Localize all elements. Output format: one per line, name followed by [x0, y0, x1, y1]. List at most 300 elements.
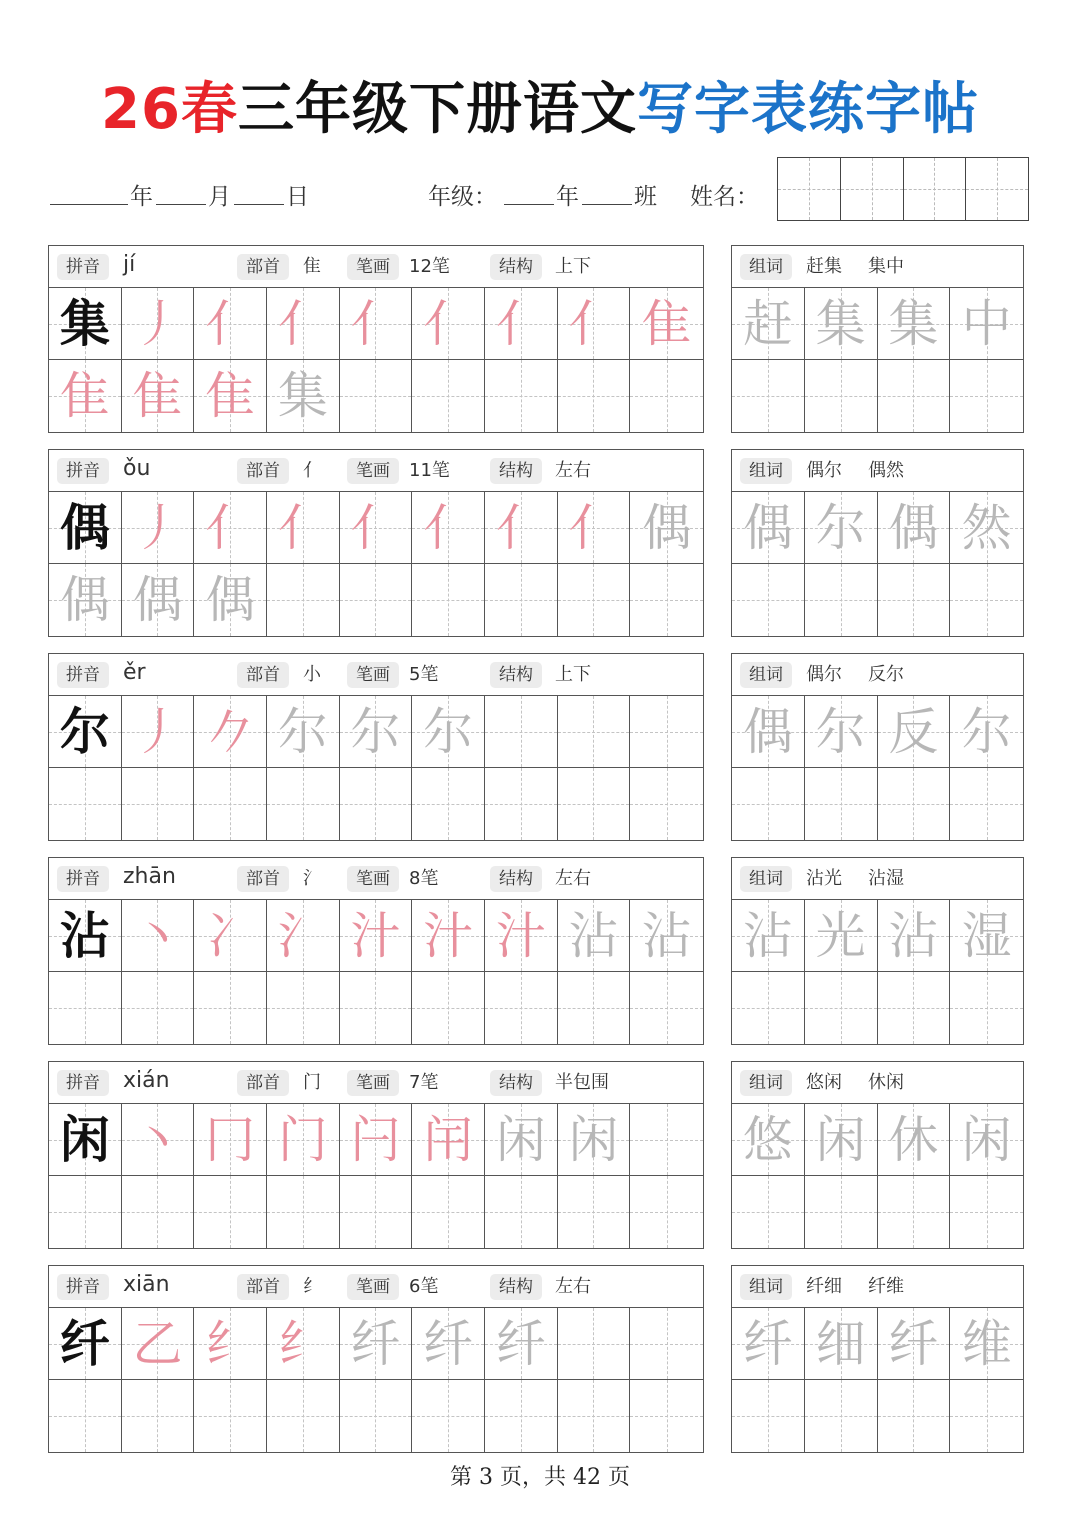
stroke-order-cell[interactable]: [485, 900, 558, 972]
word-trace-char: 反: [888, 702, 939, 761]
stroke-order-cell[interactable]: [630, 900, 703, 972]
word-trace-char: 中: [961, 294, 1012, 353]
blank-practice-cell[interactable]: [122, 1176, 195, 1248]
radical-tag: 部首: [237, 1070, 289, 1096]
word-trace-char: 休: [888, 1110, 939, 1169]
strokes-value: 6笔: [409, 1276, 439, 1297]
year-blank[interactable]: [50, 204, 128, 205]
structure-tag: 结构: [490, 866, 542, 892]
word-trace-char: 细: [815, 1314, 866, 1373]
class-label: 班: [634, 184, 657, 210]
stroke-order-cell[interactable]: [194, 492, 267, 564]
day-blank[interactable]: [234, 204, 284, 205]
stroke-order-cell[interactable]: [194, 900, 267, 972]
word-trace-cell[interactable]: [732, 696, 805, 768]
structure-tag: 结构: [490, 1274, 542, 1300]
writing-grid: [49, 1104, 703, 1248]
stroke-step: 汁: [350, 906, 401, 965]
word-trace-cell[interactable]: [950, 696, 1023, 768]
stroke-step: 沾: [568, 906, 619, 965]
stroke-step: 偶: [205, 571, 256, 629]
month-blank[interactable]: [156, 204, 206, 205]
stroke-order-cell[interactable]: [49, 564, 122, 636]
pinyin-value: jí: [123, 252, 136, 277]
stroke-order-cell[interactable]: [267, 696, 340, 768]
word-trace-char: 沾: [742, 906, 793, 965]
blank-practice-cell[interactable]: [732, 768, 805, 840]
blank-practice-cell[interactable]: [950, 768, 1023, 840]
char-practice-block: [48, 1061, 704, 1249]
blank-practice-cell[interactable]: [732, 972, 805, 1044]
word-1: 悠闲: [806, 1072, 842, 1093]
structure-value: 半包围: [555, 1072, 609, 1093]
stroke-step: 丿: [132, 498, 183, 557]
blank-practice-cell[interactable]: [878, 564, 951, 636]
radical-tag: 部首: [237, 866, 289, 892]
char-info-header: [49, 246, 703, 288]
word-trace-char: 沾: [888, 906, 939, 965]
grade-label: 年级：: [428, 184, 497, 210]
blank-practice-cell[interactable]: [630, 696, 703, 768]
blank-practice-cell[interactable]: [630, 1308, 703, 1380]
structure-value: 左右: [555, 868, 591, 889]
word-trace-cell[interactable]: [878, 696, 951, 768]
blank-practice-cell[interactable]: [732, 360, 805, 432]
word-grid: [732, 492, 1023, 636]
stroke-order-cell[interactable]: [412, 492, 485, 564]
structure-tag: 结构: [490, 1070, 542, 1096]
strokes-value: 8笔: [409, 868, 439, 889]
stroke-step: 亻: [495, 498, 546, 557]
stroke-step: 丶: [132, 906, 183, 965]
stroke-order-cell[interactable]: [412, 1104, 485, 1176]
stroke-step: 纤: [495, 1314, 546, 1373]
stroke-order-cell[interactable]: [485, 288, 558, 360]
blank-practice-cell[interactable]: [878, 1380, 951, 1452]
words-header: [732, 1062, 1023, 1104]
word-trace-cell[interactable]: [878, 492, 951, 564]
stroke-step: 亻: [423, 294, 474, 353]
stroke-order-cell[interactable]: [340, 1104, 413, 1176]
word-trace-char: 湿: [961, 906, 1012, 965]
words-tag: 组词: [740, 1070, 792, 1096]
word-trace-cell[interactable]: [732, 1308, 805, 1380]
stroke-order-cell[interactable]: [340, 696, 413, 768]
blank-practice-cell[interactable]: [485, 1176, 558, 1248]
word-trace-cell[interactable]: [805, 1104, 878, 1176]
word-practice-block: [731, 449, 1024, 637]
blank-practice-cell[interactable]: [558, 1308, 631, 1380]
blank-practice-cell[interactable]: [412, 768, 485, 840]
word-trace-cell[interactable]: [805, 900, 878, 972]
structure-value: 左右: [555, 1276, 591, 1297]
word-practice-block: [731, 1265, 1024, 1453]
stroke-order-cell[interactable]: [49, 360, 122, 432]
stroke-order-cell[interactable]: [122, 1104, 195, 1176]
blank-practice-cell[interactable]: [878, 360, 951, 432]
stroke-order-cell[interactable]: [122, 696, 195, 768]
stroke-order-cell[interactable]: [122, 1308, 195, 1380]
word-grid: [732, 696, 1023, 840]
stroke-order-cell[interactable]: [412, 696, 485, 768]
writing-grid: [49, 492, 703, 636]
name-box[interactable]: [904, 158, 967, 220]
stroke-order-cell[interactable]: [194, 696, 267, 768]
words-tag: 组词: [740, 866, 792, 892]
char-info-header: [49, 450, 703, 492]
word-trace-cell[interactable]: [950, 492, 1023, 564]
stroke-step: 闲: [495, 1110, 546, 1169]
blank-practice-cell[interactable]: [267, 972, 340, 1044]
word-1: 赶集: [806, 256, 842, 277]
word-trace-cell[interactable]: [950, 900, 1023, 972]
stroke-order-cell[interactable]: [122, 564, 195, 636]
blank-practice-cell[interactable]: [630, 360, 703, 432]
word-practice-block: [731, 857, 1024, 1045]
word-1: 纤细: [806, 1276, 842, 1297]
word-trace-char: 尔: [815, 702, 866, 761]
stroke-order-cell[interactable]: [267, 900, 340, 972]
stroke-order-cell[interactable]: [630, 492, 703, 564]
words-header: [732, 654, 1023, 696]
blank-practice-cell[interactable]: [558, 564, 631, 636]
blank-practice-cell[interactable]: [412, 360, 485, 432]
blank-practice-cell[interactable]: [340, 360, 413, 432]
blank-practice-cell[interactable]: [630, 768, 703, 840]
blank-practice-cell[interactable]: [485, 972, 558, 1044]
word-trace-cell[interactable]: [732, 900, 805, 972]
blank-practice-cell[interactable]: [558, 768, 631, 840]
blank-practice-cell[interactable]: [805, 972, 878, 1044]
strokes-tag: 笔画: [347, 662, 399, 688]
word-trace-char: 纤: [888, 1314, 939, 1373]
blank-practice-cell[interactable]: [558, 1176, 631, 1248]
words-tag: 组词: [740, 662, 792, 688]
stroke-step: 尔: [423, 702, 474, 761]
blank-practice-cell[interactable]: [267, 1176, 340, 1248]
blank-practice-cell[interactable]: [630, 564, 703, 636]
blank-practice-cell[interactable]: [122, 972, 195, 1044]
stroke-order-cell[interactable]: [412, 900, 485, 972]
stroke-order-cell[interactable]: [558, 492, 631, 564]
stroke-order-cell[interactable]: [412, 1308, 485, 1380]
blank-practice-cell[interactable]: [485, 768, 558, 840]
blank-practice-cell[interactable]: [630, 972, 703, 1044]
model-char-cell[interactable]: [49, 1104, 122, 1176]
stroke-order-cell[interactable]: [558, 900, 631, 972]
stroke-step: 乙: [132, 1314, 183, 1373]
radical-tag: 部首: [237, 662, 289, 688]
blank-practice-cell[interactable]: [412, 972, 485, 1044]
word-trace-char: 偶: [742, 702, 793, 761]
writing-grid: [49, 696, 703, 840]
blank-practice-cell[interactable]: [412, 1176, 485, 1248]
radical-value: 纟: [303, 1276, 321, 1297]
pinyin-tag: 拼音: [57, 662, 109, 688]
stroke-step: 隹: [641, 294, 692, 353]
word-trace-char: 维: [961, 1314, 1012, 1373]
stroke-order-cell[interactable]: [122, 288, 195, 360]
blank-practice-cell[interactable]: [630, 1176, 703, 1248]
blank-practice-cell[interactable]: [340, 1380, 413, 1452]
title-part-black: 三年级下册语文: [237, 77, 637, 142]
blank-practice-cell[interactable]: [878, 768, 951, 840]
blank-practice-cell[interactable]: [194, 1380, 267, 1452]
stroke-step: 尔: [350, 702, 401, 761]
blank-practice-cell[interactable]: [485, 360, 558, 432]
stroke-order-cell[interactable]: [340, 288, 413, 360]
stroke-step: 隹: [132, 367, 183, 425]
word-trace-char: 偶: [888, 498, 939, 557]
stroke-step: 纤: [350, 1314, 401, 1373]
structure-tag: 结构: [490, 254, 542, 280]
blank-practice-cell[interactable]: [340, 1176, 413, 1248]
stroke-order-cell[interactable]: [485, 1104, 558, 1176]
blank-practice-cell[interactable]: [878, 972, 951, 1044]
blank-practice-cell[interactable]: [485, 696, 558, 768]
blank-practice-cell[interactable]: [878, 1176, 951, 1248]
radical-value: 门: [303, 1072, 321, 1093]
model-char-cell[interactable]: [49, 1308, 122, 1380]
stroke-order-cell[interactable]: [340, 1308, 413, 1380]
blank-practice-cell[interactable]: [558, 696, 631, 768]
blank-practice-cell[interactable]: [732, 564, 805, 636]
strokes-tag: 笔画: [347, 254, 399, 280]
blank-practice-cell[interactable]: [267, 1380, 340, 1452]
stroke-step: 尔: [277, 702, 328, 761]
stroke-step: 隹: [205, 367, 256, 425]
blank-practice-cell[interactable]: [558, 1380, 631, 1452]
stroke-order-cell[interactable]: [340, 900, 413, 972]
title-part-red: 26春: [101, 77, 238, 142]
stroke-step: 亻: [495, 294, 546, 353]
model-char-cell[interactable]: [49, 492, 122, 564]
word-trace-char: 然: [961, 498, 1012, 557]
word-trace-cell[interactable]: [950, 288, 1023, 360]
nian-label: 年: [556, 184, 579, 210]
stroke-order-cell[interactable]: [412, 288, 485, 360]
radical-tag: 部首: [237, 254, 289, 280]
stroke-step: 偶: [59, 571, 110, 629]
blank-practice-cell[interactable]: [950, 1176, 1023, 1248]
word-trace-cell[interactable]: [805, 696, 878, 768]
words-header: [732, 246, 1023, 288]
strokes-tag: 笔画: [347, 1274, 399, 1300]
stroke-order-cell[interactable]: [194, 1308, 267, 1380]
blank-practice-cell[interactable]: [558, 972, 631, 1044]
stroke-order-cell[interactable]: [194, 1104, 267, 1176]
stroke-step: 偶: [132, 571, 183, 629]
blank-practice-cell[interactable]: [558, 360, 631, 432]
word-practice-block: [731, 245, 1024, 433]
word-trace-cell[interactable]: [950, 1308, 1023, 1380]
strokes-value: 7笔: [409, 1072, 439, 1093]
word-trace-char: 赶: [742, 294, 793, 353]
pinyin-value: ěr: [123, 660, 146, 685]
radical-tag: 部首: [237, 1274, 289, 1300]
model-char-cell[interactable]: [49, 288, 122, 360]
model-char: 沾: [59, 906, 110, 965]
pinyin-value: xián: [123, 1068, 170, 1093]
blank-practice-cell[interactable]: [732, 1380, 805, 1452]
blank-practice-cell[interactable]: [267, 564, 340, 636]
stroke-order-cell[interactable]: [194, 288, 267, 360]
blank-practice-cell[interactable]: [267, 768, 340, 840]
blank-practice-cell[interactable]: [485, 564, 558, 636]
radical-value: 氵: [303, 868, 321, 889]
word-trace-cell[interactable]: [878, 288, 951, 360]
stroke-order-cell[interactable]: [122, 360, 195, 432]
blank-practice-cell[interactable]: [340, 564, 413, 636]
name-boxes[interactable]: [777, 157, 1029, 221]
word-1: 偶尔: [806, 460, 842, 481]
blank-practice-cell[interactable]: [49, 768, 122, 840]
blank-practice-cell[interactable]: [805, 564, 878, 636]
word-grid: [732, 1308, 1023, 1452]
blank-practice-cell[interactable]: [49, 972, 122, 1044]
strokes-value: 11笔: [409, 460, 450, 481]
blank-practice-cell[interactable]: [412, 1380, 485, 1452]
char-practice-block: [48, 1265, 704, 1453]
stroke-order-cell[interactable]: [267, 360, 340, 432]
model-char-cell[interactable]: [49, 900, 122, 972]
strokes-tag: 笔画: [347, 866, 399, 892]
pinyin-tag: 拼音: [57, 1070, 109, 1096]
blank-practice-cell[interactable]: [950, 1380, 1023, 1452]
word-trace-cell[interactable]: [805, 1308, 878, 1380]
pinyin-tag: 拼音: [57, 1274, 109, 1300]
blank-practice-cell[interactable]: [49, 1380, 122, 1452]
structure-tag: 结构: [490, 458, 542, 484]
stroke-step: 冫: [205, 906, 256, 965]
blank-practice-cell[interactable]: [732, 1176, 805, 1248]
stroke-order-cell[interactable]: [558, 288, 631, 360]
stroke-order-cell[interactable]: [485, 1308, 558, 1380]
page-title: [0, 72, 1080, 148]
model-char: 集: [59, 294, 110, 353]
stroke-step: 偶: [641, 498, 692, 557]
blank-practice-cell[interactable]: [485, 1380, 558, 1452]
model-char: 偶: [59, 498, 110, 557]
stroke-step: 闩: [350, 1110, 401, 1169]
stroke-step: 丿: [132, 702, 183, 761]
grade-blank[interactable]: [504, 204, 554, 205]
pinyin-value: ǒu: [123, 456, 151, 481]
stroke-step: 𠂊: [205, 702, 256, 761]
stroke-order-cell[interactable]: [267, 1104, 340, 1176]
blank-practice-cell[interactable]: [49, 1176, 122, 1248]
stroke-order-cell[interactable]: [122, 900, 195, 972]
stroke-step: 纟: [205, 1314, 256, 1373]
word-grid: [732, 900, 1023, 1044]
word-trace-cell[interactable]: [805, 288, 878, 360]
char-info-header: [49, 1062, 703, 1104]
stroke-step: 集: [277, 367, 328, 425]
writing-grid: [49, 288, 703, 432]
word-trace-cell[interactable]: [878, 1104, 951, 1176]
word-2: 纤维: [868, 1276, 904, 1297]
char-practice-block: [48, 653, 704, 841]
pinyin-value: zhān: [123, 864, 176, 889]
stroke-step: 氵: [277, 906, 328, 965]
stroke-step: 隹: [59, 367, 110, 425]
word-practice-block: [731, 1061, 1024, 1249]
word-trace-cell[interactable]: [732, 288, 805, 360]
word-trace-cell[interactable]: [878, 1308, 951, 1380]
char-practice-block: [48, 245, 704, 433]
word-2: 集中: [868, 256, 904, 277]
char-practice-block: [48, 449, 704, 637]
words-header: [732, 450, 1023, 492]
blank-practice-cell[interactable]: [805, 1380, 878, 1452]
name-box[interactable]: [778, 158, 841, 220]
word-2: 反尔: [868, 664, 904, 685]
stroke-step: 汁: [495, 906, 546, 965]
stroke-order-cell[interactable]: [558, 1104, 631, 1176]
stroke-order-cell[interactable]: [340, 492, 413, 564]
blank-practice-cell[interactable]: [950, 360, 1023, 432]
char-info-header: [49, 1266, 703, 1308]
strokes-tag: 笔画: [347, 1070, 399, 1096]
blank-practice-cell[interactable]: [194, 768, 267, 840]
blank-practice-cell[interactable]: [630, 1380, 703, 1452]
model-char-cell[interactable]: [49, 696, 122, 768]
stroke-order-cell[interactable]: [122, 492, 195, 564]
blank-practice-cell[interactable]: [194, 972, 267, 1044]
stroke-order-cell[interactable]: [485, 492, 558, 564]
blank-practice-cell[interactable]: [630, 1104, 703, 1176]
blank-practice-cell[interactable]: [122, 768, 195, 840]
name-box[interactable]: [841, 158, 904, 220]
name-box[interactable]: [966, 158, 1028, 220]
stroke-step: 亻: [350, 498, 401, 557]
blank-practice-cell[interactable]: [412, 564, 485, 636]
blank-practice-cell[interactable]: [805, 768, 878, 840]
word-trace-cell[interactable]: [732, 492, 805, 564]
word-trace-cell[interactable]: [732, 1104, 805, 1176]
char-info-header: [49, 654, 703, 696]
stroke-step: 丿: [132, 294, 183, 353]
stroke-order-cell[interactable]: [267, 288, 340, 360]
structure-value: 上下: [555, 256, 591, 277]
stroke-order-cell[interactable]: [194, 564, 267, 636]
blank-practice-cell[interactable]: [950, 564, 1023, 636]
radical-value: 亻: [303, 460, 321, 481]
blank-practice-cell[interactable]: [122, 1380, 195, 1452]
blank-practice-cell[interactable]: [805, 1176, 878, 1248]
class-blank[interactable]: [582, 204, 632, 205]
word-practice-block: [731, 653, 1024, 841]
blank-practice-cell[interactable]: [340, 768, 413, 840]
stroke-step: 亻: [350, 294, 401, 353]
stroke-step: 纤: [423, 1314, 474, 1373]
word-trace-cell[interactable]: [950, 1104, 1023, 1176]
blank-practice-cell[interactable]: [194, 1176, 267, 1248]
blank-practice-cell[interactable]: [340, 972, 413, 1044]
word-trace-char: 闲: [815, 1110, 866, 1169]
word-trace-cell[interactable]: [805, 492, 878, 564]
stroke-step: 丶: [132, 1110, 183, 1169]
stroke-order-cell[interactable]: [630, 288, 703, 360]
word-trace-cell[interactable]: [878, 900, 951, 972]
word-grid: [732, 1104, 1023, 1248]
words-tag: 组词: [740, 1274, 792, 1300]
stroke-order-cell[interactable]: [194, 360, 267, 432]
stroke-order-cell[interactable]: [267, 1308, 340, 1380]
blank-practice-cell[interactable]: [805, 360, 878, 432]
blank-practice-cell[interactable]: [950, 972, 1023, 1044]
stroke-order-cell[interactable]: [267, 492, 340, 564]
